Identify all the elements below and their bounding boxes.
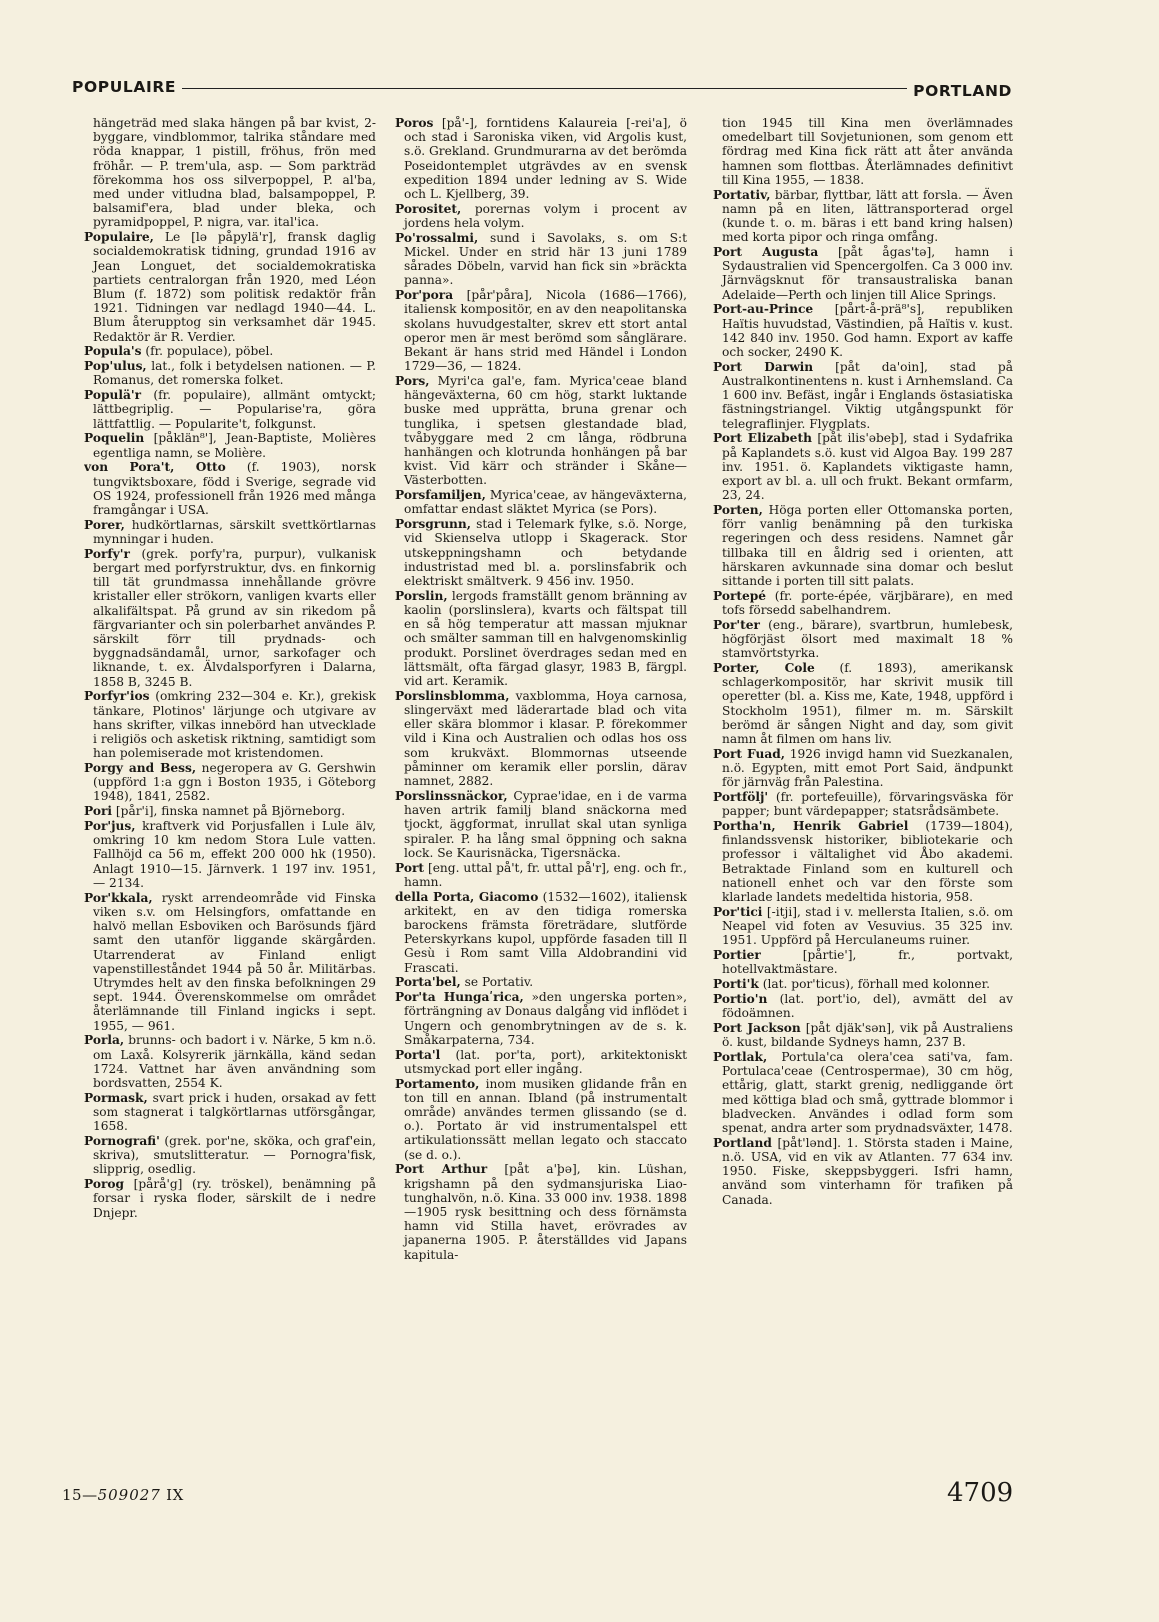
dictionary-entry <box>395 1048 687 1076</box>
dictionary-entry <box>84 1033 376 1090</box>
dictionary-entry <box>395 689 687 788</box>
dictionary-entry <box>713 589 1013 617</box>
dictionary-entry <box>713 948 1013 976</box>
dictionary-entry <box>395 890 687 975</box>
entry-text: (f. 1903), norsk tungviktsboxare, född i Sverige, segrade vid OS 1924, professionell från 1926 med många framgångar i USA. <box>93 460 376 518</box>
entry-text: (omkring 232—304 e. Kr.), grekisk tänkare, Plotinos' lärjunge och utgivare av hans skrifter, vilkas innebörd han utvecklade i religiös och asketisk riktning, samtidigt som han polemiserade mot kristendomen. <box>93 689 376 761</box>
entry-headword: Populä'r <box>84 388 142 403</box>
dictionary-entry <box>713 790 1013 818</box>
dictionary-entry <box>713 1050 1013 1135</box>
dictionary-entry <box>84 116 376 230</box>
signature-code: 509027 <box>97 1486 161 1504</box>
entry-text: (f. 1893), amerikansk schlagerkompositör, har skrivit musik till operetter (bl. a. Kiss me, Kate, 1948, uppförd i Stockholm 1951), filmer m. m. Särskilt berömd är sången Night and day, som givit namn åt filmen om hans liv. <box>722 661 1013 747</box>
dictionary-entry <box>713 1136 1013 1207</box>
dictionary-entry <box>713 188 1013 245</box>
entry-headword: Port Darwin <box>713 359 814 374</box>
entry-headword: Por'kkala, <box>84 890 153 905</box>
entry-headword: Pori <box>84 804 113 819</box>
dictionary-entry <box>395 789 687 860</box>
column-1 <box>84 116 376 1516</box>
dictionary-entry <box>395 288 687 373</box>
running-head-right: PORTLAND <box>907 82 1012 100</box>
entry-headword: Port Arthur <box>395 1162 488 1177</box>
dictionary-entry <box>713 618 1013 661</box>
entry-text: [påt ågas'tə], hamn i Sydaustralien vid Spencergolfen. Ca 3 000 inv. Järnvägsknut för transaustraliska banan Adelaide—Perth och linjen till Alice Springs. <box>722 245 1013 302</box>
dictionary-entry <box>713 992 1013 1020</box>
entry-text: sund i Savolaks, s. om S:t Mickel. Under en strid här 13 juni 1789 sårades Döbeln, varvid han fick sin »bräckta panna». <box>404 230 687 288</box>
running-head-left: POPULAIRE <box>72 78 182 96</box>
entry-text: [eng. uttal på't, fr. uttal på'r], eng. och fr., hamn. <box>404 860 687 889</box>
entry-text: (fr. populaire), allmänt omtyckt; lättbegriplig. — Popularise'ra, göra lättfattlig. — Popularite't, folkgunst. <box>93 388 376 431</box>
dictionary-entry <box>395 488 687 516</box>
entry-text: (fr. porte-épée, värjbärare), en med tofs försedd sabelhandrem. <box>722 588 1013 618</box>
entry-headword: Porositet, <box>395 201 462 216</box>
dictionary-entry <box>713 661 1013 746</box>
entry-headword: Porog <box>84 1177 125 1192</box>
entry-headword: Porslin, <box>395 588 448 603</box>
dictionary-entry <box>395 1077 687 1162</box>
entry-headword: Porfy'r <box>84 546 130 561</box>
dictionary-entry <box>395 1162 687 1261</box>
entry-text: stad i Telemark fylke, s.ö. Norge, vid Skienselva utlopp i Skagerack. Stor utskeppningshamn och betydande industristad med bl. a. porslinsfabrik och elektriskt smältverk. 9 456 inv. 1950. <box>404 517 687 589</box>
entry-headword: Por'jus, <box>84 819 136 834</box>
entry-text: (eng., bärare), svartbrun, humlebesk, högförjäst ölsort med maximalt 18 % stamvörtstyrka. <box>722 617 1013 661</box>
entry-text: [påt djäk'sən], vik på Australiens ö. kust, bildande Sydneys hamn, 237 B. <box>722 1020 1013 1050</box>
entry-headword: Porten, <box>713 503 763 518</box>
entry-text: (fr. portefeuille), förvaringsväska för papper; bunt värdepapper; statsrådsämbete. <box>722 790 1013 819</box>
entry-text: »den ungerska porten», förträngning av Donaus dalgång vid inflödet i Ungern och genombrytningen av de s. k. Småkarpaterna, 734. <box>404 990 687 1047</box>
dictionary-entry <box>395 374 687 488</box>
entry-headword: Port-au-Prince <box>713 302 814 317</box>
dictionary-entry <box>84 689 376 760</box>
entry-text: (lat. por'ticus), förhall med kolonner. <box>762 977 990 992</box>
entry-text: bärbar, flyttbar, lätt att forsla. — Även namn på en liten, lättransporterad orgel (kunde t. o. m. bäras i ett band kring halsen) med korta pipor och ringa omfång. <box>722 187 1013 245</box>
signature-number: 15— <box>62 1486 98 1504</box>
entry-headword: Portativ, <box>713 187 771 202</box>
entry-text: Le [lə påpylä'r], fransk daglig socialdemokratisk tidning, grundad 1916 av Jean Longuet, det socialdemokratiska partiets centralorgan från 1920, med Léon Blum (f. 1872) som politisk redaktör från 1921. Tidningen var nedlagd 1940—44. L. Blum återupptog sin verksamhet där 1945. Redaktör är R. Verdier. <box>93 230 376 344</box>
dictionary-entry <box>395 990 687 1047</box>
entry-headword: Portlak, <box>713 1049 768 1064</box>
entry-headword: Porsfamiljen, <box>395 488 486 503</box>
entry-text: hudkörtlarnas, särskilt svettkörtlarnas mynningar i huden. <box>93 517 376 547</box>
entry-headword: Portio'n <box>713 991 768 1006</box>
entry-headword: Port Jackson <box>713 1020 801 1035</box>
dictionary-entry <box>395 975 687 989</box>
entry-text: (1739—1804), finlandssvensk historiker, bibliotekarie och professor i vältalighet vid Åbo akademi. Betraktade Finland som en kulturell och nationell enhet och var den förste som klarlade landets medeltida historia, 958. <box>722 819 1013 905</box>
page-number: 4709 <box>947 1478 1014 1508</box>
entry-headword: Por'ter <box>713 617 760 632</box>
entry-text: svart prick i huden, orsakad av fett som stagnerat i talgkörtlarnas utförsgångar, 1658. <box>93 1090 376 1134</box>
entry-headword: Populaire, <box>84 230 154 245</box>
dictionary-entry <box>713 302 1013 359</box>
entry-headword: Pop'ulus, <box>84 359 147 374</box>
dictionary-entry <box>84 359 376 387</box>
entry-text: lat., folk i betydelsen nationen. — P. Romanus, det romerska folket. <box>93 359 376 388</box>
column-3 <box>713 116 1013 1516</box>
entry-headword: Por'tici <box>713 904 763 919</box>
entry-text: vaxblomma, Hoya carnosa, slingerväxt med läderartade blad och vita eller skära blommor i klasar. P. förekommer vild i Kina och Australien och odlas hos oss som krukväxt. Blommornas utseende påminner om keramik eller porslin, därav namnet, 2882. <box>404 688 687 789</box>
entry-text: (lat. port'io, del), avmätt del av födoämnen. <box>722 991 1013 1021</box>
entry-headword: Portfölj' <box>713 790 769 805</box>
dictionary-entry <box>713 503 1013 588</box>
entry-text: inom musiken glidande från en ton till en annan. Ibland (på instrumentalt område) användes termen glissando (se d. o.). Portato är vid instrumentalspel ett artikulationssätt mellan legato och staccato (se d. o.). <box>404 1076 687 1162</box>
dictionary-entry <box>84 761 376 804</box>
dictionary-entry <box>713 819 1013 904</box>
entry-headword: Portier <box>713 948 761 963</box>
entry-text: 1926 invigd hamn vid Suezkanalen, n.ö. Egypten, mitt emot Port Said, ändpunkt för järnväg från Palestina. <box>722 746 1013 790</box>
entry-headword: Poquelin <box>84 431 145 446</box>
dictionary-entry <box>84 388 376 431</box>
entry-text: [pårt-å-prä⁸'s], republiken Haïtis huvudstad, Västindien, på Haïtis v. kust. 142 840 inv. 1950. God hamn. Export av kaffe och socker, 2490 K. <box>722 302 1013 360</box>
entry-headword: Port Augusta <box>713 245 819 260</box>
entry-headword: von Pora't, Otto <box>84 460 226 475</box>
dictionary-entry <box>395 589 687 688</box>
entry-text: [pår'påra], Nicola (1686—1766), italiensk kompositör, en av den neapolitanska skolans huvudgestalter, skrev ett stort antal operor men är mest berömd som sånglärare. Bekant är hans strid med Händel i London 1729—36, — 1824. <box>404 288 687 374</box>
dictionary-entry <box>713 747 1013 790</box>
entry-headword: Portha'n, Henrik Gabriel <box>713 819 909 834</box>
entry-headword: Portepé <box>713 588 767 603</box>
dictionary-entry <box>84 819 376 890</box>
entry-headword: Pors, <box>395 374 430 389</box>
dictionary-entry <box>713 1021 1013 1049</box>
entry-headword: Porer, <box>84 517 125 532</box>
entry-headword: Portland <box>713 1135 772 1150</box>
dictionary-entry <box>713 245 1013 302</box>
dictionary-entry <box>84 804 376 818</box>
entry-text: tion 1945 till Kina men överlämnades omedelbart till Sovjetunionen, som genom ett fördrag med Kina fick rätt att åter använda hamnen som flottbas. Återlämnades definitivt till Kina 1955, — 1838. <box>722 116 1013 187</box>
entry-headword: Popula's <box>84 344 142 359</box>
header-rule <box>72 88 1012 89</box>
dictionary-entry <box>84 891 376 1033</box>
dictionary-entry <box>713 977 1013 991</box>
dictionary-entry <box>395 202 687 230</box>
print-signature <box>62 1486 184 1504</box>
entry-text: Portula'ca olera'cea sati'va, fam. Portulaca'ceae (Centrospermae), 30 cm hög, ettårig, glatt, starkt grenig, nedliggande ört med köttiga blad och små, gyttrade blommor i bladvecken. Användes i odlad form som spenat, andra arter som prydnadsväxter, 1478. <box>722 1049 1013 1135</box>
entry-text: ryskt arrendeområde vid Finska viken s.v. om Helsingfors, omfattande en halvö mellan Esboviken och Barösunds fjärd samt den utanför liggande skärgården. Utarrenderat av Finland enligt vapenstilleståndet 1944 på 50 år. Militärbas. Utrymdes helt av den finska befolkningen 29 sept. 1944. Överenskommelse om området återlämnande till Finland ingicks i sept. 1955, — 961. <box>93 890 376 1033</box>
entry-text: [pårtie'], fr., portvakt, hotellvaktmästare. <box>722 948 1013 977</box>
dictionary-entry <box>395 116 687 201</box>
entry-text: [pårå'g] (ry. tröskel), benämning på forsar i ryska floder, särskilt de i nedre Dnjepr. <box>93 1177 376 1220</box>
dictionary-entry <box>84 1091 376 1134</box>
entry-headword: Porta'l <box>395 1047 441 1062</box>
entry-text: [påt da'oin], stad på Australkontinentens n. kust i Arnhemsland. Ca 1 600 inv. Befäst, ingår i Englands östasiatiska fästningstriangel. Viktig utgångspunkt för telegraflinjer. Flygplats. <box>722 359 1013 431</box>
entry-headword: Porti'k <box>713 977 759 992</box>
entry-headword: Porsgrunn, <box>395 517 472 532</box>
dictionary-entry <box>713 431 1013 502</box>
entry-headword: Porter, Cole <box>713 661 815 676</box>
entry-text: (grek. por'ne, sköka, och graf'ein, skriva), smutslitteratur. — Pornogra'fisk, slipprig, osedlig. <box>93 1133 376 1177</box>
entry-text: (fr. populace), pöbel. <box>145 344 274 359</box>
entry-text: negeropera av G. Gershwin (uppförd 1:a ggn i Boston 1935, i Göteborg 1948), 1841, 2582. <box>93 761 376 804</box>
dictionary-entry <box>84 547 376 689</box>
entry-text: kraftverk vid Porjusfallen i Lule älv, omkring 10 km nedom Stora Lule vatten. Fallhöjd ca 56 m, effekt 200 000 hk (1950). Anlagt 1910—15. Järnverk. 1 197 inv. 1951, — 2134. <box>93 819 376 890</box>
entry-text: lergods framställt genom bränning av kaolin (porslinslera), kvarts och fältspat till en så hög temperatur att massan mjuknar och smälter samman till en halvgenomskinlig produkt. Porslinet överdrages sedan med en lättsmält, ofta färgad glasyr, 1983 B, färgpl. vid art. Keramik. <box>404 588 687 689</box>
entry-headword: Port Elizabeth <box>713 431 812 446</box>
page-header <box>72 78 1012 100</box>
entry-headword: Por'pora <box>395 288 454 303</box>
entry-headword: Poros <box>395 116 434 130</box>
dictionary-entry <box>84 1134 376 1177</box>
entry-text: Cyprae'idae, en i de varma haven artrik familj bland snäckorna med tjockt, äggformat, inrullat skal utan synliga spiraler. P. ha lång smal öppning och sakna lock. Se Kaurisnäcka, Tigersnäcka. <box>404 788 687 860</box>
dictionary-entry <box>395 517 687 588</box>
entry-text: brunns- och badort i v. Närke, 5 km n.ö. om Laxå. Kolsyrerik järnkälla, känd sedan 1724. Vattnet har även användning som bordsvatten, 2554 K. <box>93 1033 376 1090</box>
entry-text: [påklän⁸'], Jean-Baptiste, Molières egentliga namn, se Molière. <box>93 431 376 460</box>
dictionary-entry <box>395 231 687 288</box>
column-2 <box>395 116 687 1516</box>
entry-headword: Portamento, <box>395 1076 480 1091</box>
dictionary-entry <box>84 431 376 459</box>
entry-headword: Port <box>395 860 425 875</box>
entry-text: porernas volym i procent av jordens hela volym. <box>404 201 687 231</box>
entry-text: [pår'i], finska namnet på Björneborg. <box>115 804 346 819</box>
dictionary-entry <box>84 1177 376 1220</box>
entry-headword: Port Fuad, <box>713 746 786 761</box>
entry-headword: della Porta, Giacomo <box>395 889 539 904</box>
entry-text: [påt a'þə], kin. Lüshan, krigshamn på den sydmansjuriska Liao-tunghalvön, n.ö. Kina. 33 000 inv. 1938. 1898—1905 rysk besittning och dess förnämsta hamn vid Stilla havet, erövrades av japanerna 1905. P. återställdes vid Japans kapitula- <box>404 1162 687 1262</box>
entry-headword: Pormask, <box>84 1090 148 1105</box>
entry-text: [-itji], stad i v. mellersta Italien, s.ö. om Neapel vid foten av Vesuvius. 35 325 inv. 1951. Uppförd på Herculaneums ruiner. <box>722 904 1013 948</box>
volume-number: IX <box>166 1486 184 1504</box>
entry-headword: Porta'bel, <box>395 975 461 990</box>
entry-text: se Portativ. <box>464 975 534 990</box>
entry-text: Myrica'ceae, av hängeväxterna, omfattar endast släktet Myrica (se Pors). <box>404 488 687 517</box>
dictionary-entry <box>84 518 376 546</box>
dictionary-entry <box>713 360 1013 431</box>
entry-headword: Porslinssnäckor, <box>395 788 508 803</box>
entry-text: (lat. por'ta, port), arkitektoniskt utsmyckad port eller ingång. <box>404 1047 687 1076</box>
dictionary-entry <box>84 460 376 517</box>
dictionary-entry <box>713 116 1013 187</box>
dictionary-entry <box>713 905 1013 948</box>
entry-headword: Po'rossalmi, <box>395 230 479 245</box>
entry-text: [på'-], forntidens Kalaureia [-rei'a], ö och stad i Saroniska viken, vid Argolis kust, s.ö. Grekland. Grundmurarna av det berömda Poseidontemplet utgrävdes av en svensk expedition 1894 under ledning av S. Wide och L. Kjellberg, 39. <box>404 116 687 202</box>
entry-headword: Pornografi' <box>84 1133 160 1148</box>
entry-headword: Porfyr'ios <box>84 689 150 704</box>
entry-headword: Porla, <box>84 1033 125 1048</box>
dictionary-entry <box>395 861 687 889</box>
entry-headword: Porslinsblomma, <box>395 688 510 703</box>
dictionary-entry <box>84 344 376 358</box>
entry-text: [påt ilis'əbeþ], stad i Sydafrika på Kaplandets s.ö. kust vid Algoa Bay. 199 287 inv. 1951. ö. Kaplandets viktigaste hamn, export av bl. a. ull och frukt. Bekant ormfarm, 23, 24. <box>722 431 1013 503</box>
entry-text: [påt'lənd]. 1. Största staden i Maine, n.ö. USA, vid en vik av Atlanten. 77 634 inv. 1950. Fiske, skeppsbyggeri. Isfri hamn, använd som vinterhamn för trafiken på Canada. <box>722 1135 1013 1207</box>
entry-text: Myri'ca gal'e, fam. Myrica'ceae bland hängeväxterna, 60 cm hög, starkt luktande buske med upprätta, bruna grenar och tunglika, i spetsen glestandade blad, tvåbyggare med 2 cm långa, rödbruna hanhängen och klotrunda honhängen på bar kvist. Vid kärr och stränder i Skåne—Västerbotten. <box>404 374 687 488</box>
entry-headword: Porgy and Bess, <box>84 761 197 776</box>
entry-text: (1532—1602), italiensk arkitekt, en av den tidiga romerska barockens främsta företrädare, slutförde Peterskyrkans kupol, uppförde fasaden till Il Gesù i Rom samt Villa Aldobrandini vid Frascati. <box>404 889 687 975</box>
entry-text: hängeträd med slaka hängen på bar kvist, 2-byggare, vindblommor, talrika ståndare med röda knappar, 1 pistill, fröhus, frön med fröhår. — P. trem'ula, asp. — Som parkträd förekomma hos oss silverpoppel, P. al'ba, med under vitludna blad, balsampoppel, P. balsamif'era, blad under bleka, och pyramidpoppel, P. nigra, var. ital'ica. <box>93 116 376 230</box>
dictionary-entry <box>84 230 376 344</box>
entry-headword: Por'ta Hungaʹrica, <box>395 990 524 1005</box>
entry-text: (grek. porfy'ra, purpur), vulkanisk bergart med porfyrstruktur, dvs. en finkornig till tät grundmassa innehållande grövre kristaller eller strökorn, vanligen kvarts eller alkalifältspat. På grund av sin rikedom på färgvarianter och sin polerbarhet användes P. särskilt förr till prydnads- och byggnadsändamål, urnor, sarkofager och liknande, t. ex. Älvdalsporfyren i Dalarna, 1858 B, 3245 B. <box>93 546 376 689</box>
entry-text: Höga porten eller Ottomanska porten, förr vanlig benämning på den turkiska regeringen och dess residens. Namnet går tillbaka till en åldrig sed i orienten, att härskaren avkunnade sina domar och beslut sittande i porten till sitt palats. <box>722 503 1013 589</box>
